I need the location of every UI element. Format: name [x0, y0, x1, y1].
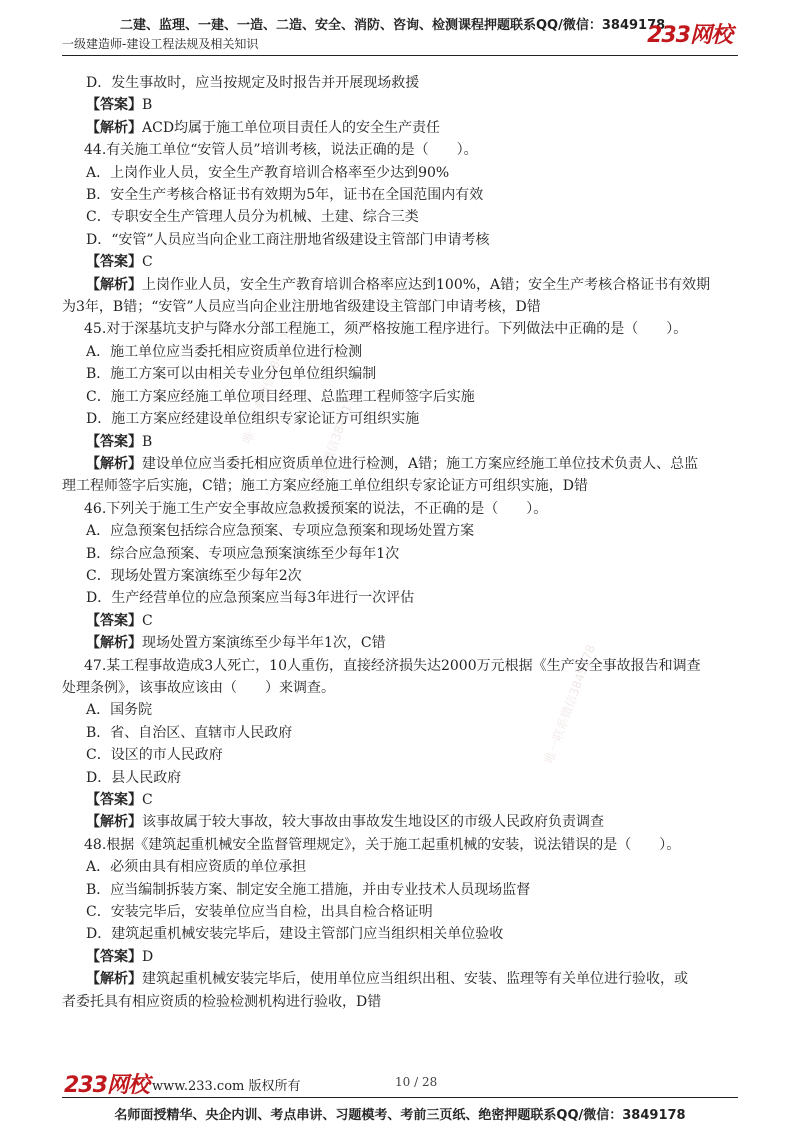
option-text [86, 565, 744, 587]
line-text: 44.有关施工单位“安管人员”培训考核，说法正确的是（ ）。 [84, 142, 478, 159]
line-text: D．县人民政府 [86, 769, 182, 786]
line-text: 该事故属于较大事故，较大事故由事故发生地设区的市级人民政府负责调查 [142, 814, 604, 831]
question-text [84, 318, 744, 340]
line-text: 上岗作业人员，安全生产教育培训合格率应达到100%，A错；安全生产考核合格证书有效期 [142, 276, 711, 293]
line-text: A．上岗作业人员，安全生产教育培训合格率至少达到90% [86, 164, 450, 181]
answer-label: 【答案】 [86, 948, 142, 965]
page-number: 10 / 28 [395, 1075, 438, 1089]
line-text: 建筑起重机械安装完毕后，使用单位应当组织出租、安装、监理等有关单位进行验收，或 [142, 971, 688, 988]
analysis-label: 【解析】 [86, 455, 142, 472]
analysis-line [86, 632, 744, 654]
analysis-label: 【解析】 [86, 814, 142, 831]
watermark-1: 唯一联系微信3849178 [239, 322, 296, 446]
answer-line [86, 251, 744, 273]
line-text: 处理条例》，该事故应该由（ ）来调查。 [62, 679, 335, 696]
option-text [86, 744, 744, 766]
option-text [86, 699, 744, 721]
line-text: A．应急预案包括综合应急预案、专项应急预案和现场处置方案 [86, 523, 475, 540]
watermark-2: 唯一联系微信3849178 [303, 387, 360, 511]
analysis-label: 【解析】 [86, 276, 142, 293]
line-text: B．施工方案可以由相关专业分包单位组织编制 [86, 366, 377, 383]
footer-divider [62, 1097, 738, 1098]
option-text [86, 767, 744, 789]
header-subject-title: 一级建造师-建设工程法规及相关知识 [62, 37, 259, 51]
answer-line [86, 431, 744, 453]
line-text: C．专职安全生产管理人员分为机械、土建、综合三类 [86, 209, 419, 226]
analysis-line [86, 274, 744, 296]
option-text [86, 408, 744, 430]
document-body [62, 72, 744, 1013]
answer-label: 【答案】 [86, 433, 142, 450]
answer-label: 【答案】 [86, 97, 142, 114]
line-text: B．安全生产考核合格证书有效期为5年，证书在全国范围内有效 [86, 187, 484, 204]
line-text: D．生产经营单位的应急预案应当每3年进行一次评估 [86, 590, 415, 607]
continuation-line [62, 677, 744, 699]
answer-line [86, 94, 744, 116]
answer-line [86, 789, 744, 811]
line-text: D．“安管”人员应当向企业工商注册地省级建设主管部门申请考核 [86, 231, 490, 248]
line-text: A．国务院 [86, 702, 153, 719]
line-text: 建设单位应当委托相应资质单位进行检测，A错；施工方案应经施工单位技术负责人、总监 [142, 455, 699, 472]
option-text [86, 229, 744, 251]
line-text: D．建筑起重机械安装完毕后，建设主管部门应当组织相关单位验收 [86, 926, 504, 943]
line-text: B．省、自治区、直辖市人民政府 [86, 724, 293, 741]
line-text: D．施工方案应经建设单位组织专家论证方可组织实施 [86, 411, 420, 428]
brand-logo-bottom: 233网校 [64, 1073, 149, 1098]
watermark-3: 唯一联系微信3849178 [541, 642, 598, 766]
question-text [84, 834, 744, 856]
answer-label: 【答案】 [86, 792, 142, 808]
line-text: 47.某工程事故造成3人死亡，10人重伤，直接经济损失达2000万元根据《生产安全事故报告和调查 [84, 657, 701, 674]
line-text: 为3年，B错；“安管”人员应当向企业注册地省级建设主管部门申请考核，D错 [62, 299, 541, 316]
analysis-label: 【解析】 [86, 119, 142, 136]
option-text [86, 72, 744, 94]
option-text [86, 341, 744, 363]
analysis-label: 【解析】 [86, 971, 142, 988]
analysis-line [86, 968, 744, 990]
line-text: 45.对于深基坑支护与降水分部工程施工，须严格按施工程序进行。下列做法中正确的是（ ）。 [84, 321, 688, 338]
option-text [86, 162, 744, 184]
line-text: C [142, 254, 153, 271]
question-text [84, 498, 744, 520]
option-text [86, 543, 744, 565]
header-contact-line: 二建、监理、一建、一造、二造、安全、消防、咨询、检测课程押题联系QQ/微信：3849178 [120, 18, 666, 33]
brand-logo-top: 233网校 [647, 23, 732, 48]
option-text [86, 856, 744, 878]
option-text [86, 879, 744, 901]
option-text [86, 520, 744, 542]
analysis-line [86, 117, 744, 139]
continuation-line [62, 475, 744, 497]
line-text: 现场处置方案演练至少每半年1次，C错 [142, 635, 386, 652]
line-text: C．设区的市人民政府 [86, 747, 223, 764]
line-text: C．施工方案应经施工单位项目经理、总监理工程师签字后实施 [86, 388, 475, 405]
line-text: B [142, 97, 153, 114]
line-text: A．施工单位应当委托相应资质单位进行检测 [86, 343, 363, 360]
analysis-line [86, 811, 744, 833]
footer-contact-line: 名师面授精华、央企内训、考点串讲、习题模考、考前三页纸、绝密押题联系QQ/微信：3849178 [114, 1108, 686, 1123]
footer-copyright: www.233.com 版权所有 [152, 1079, 301, 1094]
line-text: C [142, 612, 153, 629]
line-text: 46.下列关于施工生产安全事故应急救援预案的说法，不正确的是（ ）。 [84, 500, 548, 517]
option-text [86, 206, 744, 228]
answer-line [86, 946, 744, 968]
line-text: C．安装完毕后，安装单位应当自检，出具自检合格证明 [86, 904, 433, 921]
question-text [84, 655, 744, 677]
line-text: ACD均属于施工单位项目责任人的安全生产责任 [142, 119, 441, 136]
line-text: D．发生事故时，应当按规定及时报告并开展现场救援 [86, 75, 420, 91]
answer-label: 【答案】 [86, 612, 142, 629]
line-text: C．现场处置方案演练至少每年2次 [86, 567, 302, 584]
line-text: A．必须由具有相应资质的单位承担 [86, 859, 307, 876]
option-text [86, 722, 744, 744]
header-divider [62, 55, 738, 56]
option-text [86, 587, 744, 609]
line-text: B．综合应急预案、专项应急预案演练至少每年1次 [86, 545, 400, 562]
question-text [84, 139, 744, 161]
line-text: B．应当编制拆装方案、制定安全施工措施，并由专业技术人员现场监督 [86, 881, 531, 898]
line-text: C [142, 792, 153, 808]
answer-label: 【答案】 [86, 254, 142, 271]
line-text: 理工程师签字后实施，C错；施工方案应经施工单位组织专家论证方可组织实施，D错 [62, 478, 588, 495]
line-text: B [142, 433, 153, 450]
analysis-line [86, 453, 744, 475]
line-text: 48.根据《建筑起重机械安全监督管理规定》，关于施工起重机械的安装，说法错误的是（ ）。 [84, 836, 681, 853]
option-text [86, 184, 744, 206]
option-text [86, 923, 744, 945]
continuation-line [62, 296, 744, 318]
option-text [86, 363, 744, 385]
answer-line [86, 610, 744, 632]
analysis-label: 【解析】 [86, 635, 142, 652]
option-text [86, 386, 744, 408]
continuation-line [62, 991, 744, 1013]
line-text: D [142, 948, 154, 965]
line-text: 者委托具有相应资质的检验检测机构进行验收，D错 [62, 993, 382, 1010]
option-text [86, 901, 744, 923]
